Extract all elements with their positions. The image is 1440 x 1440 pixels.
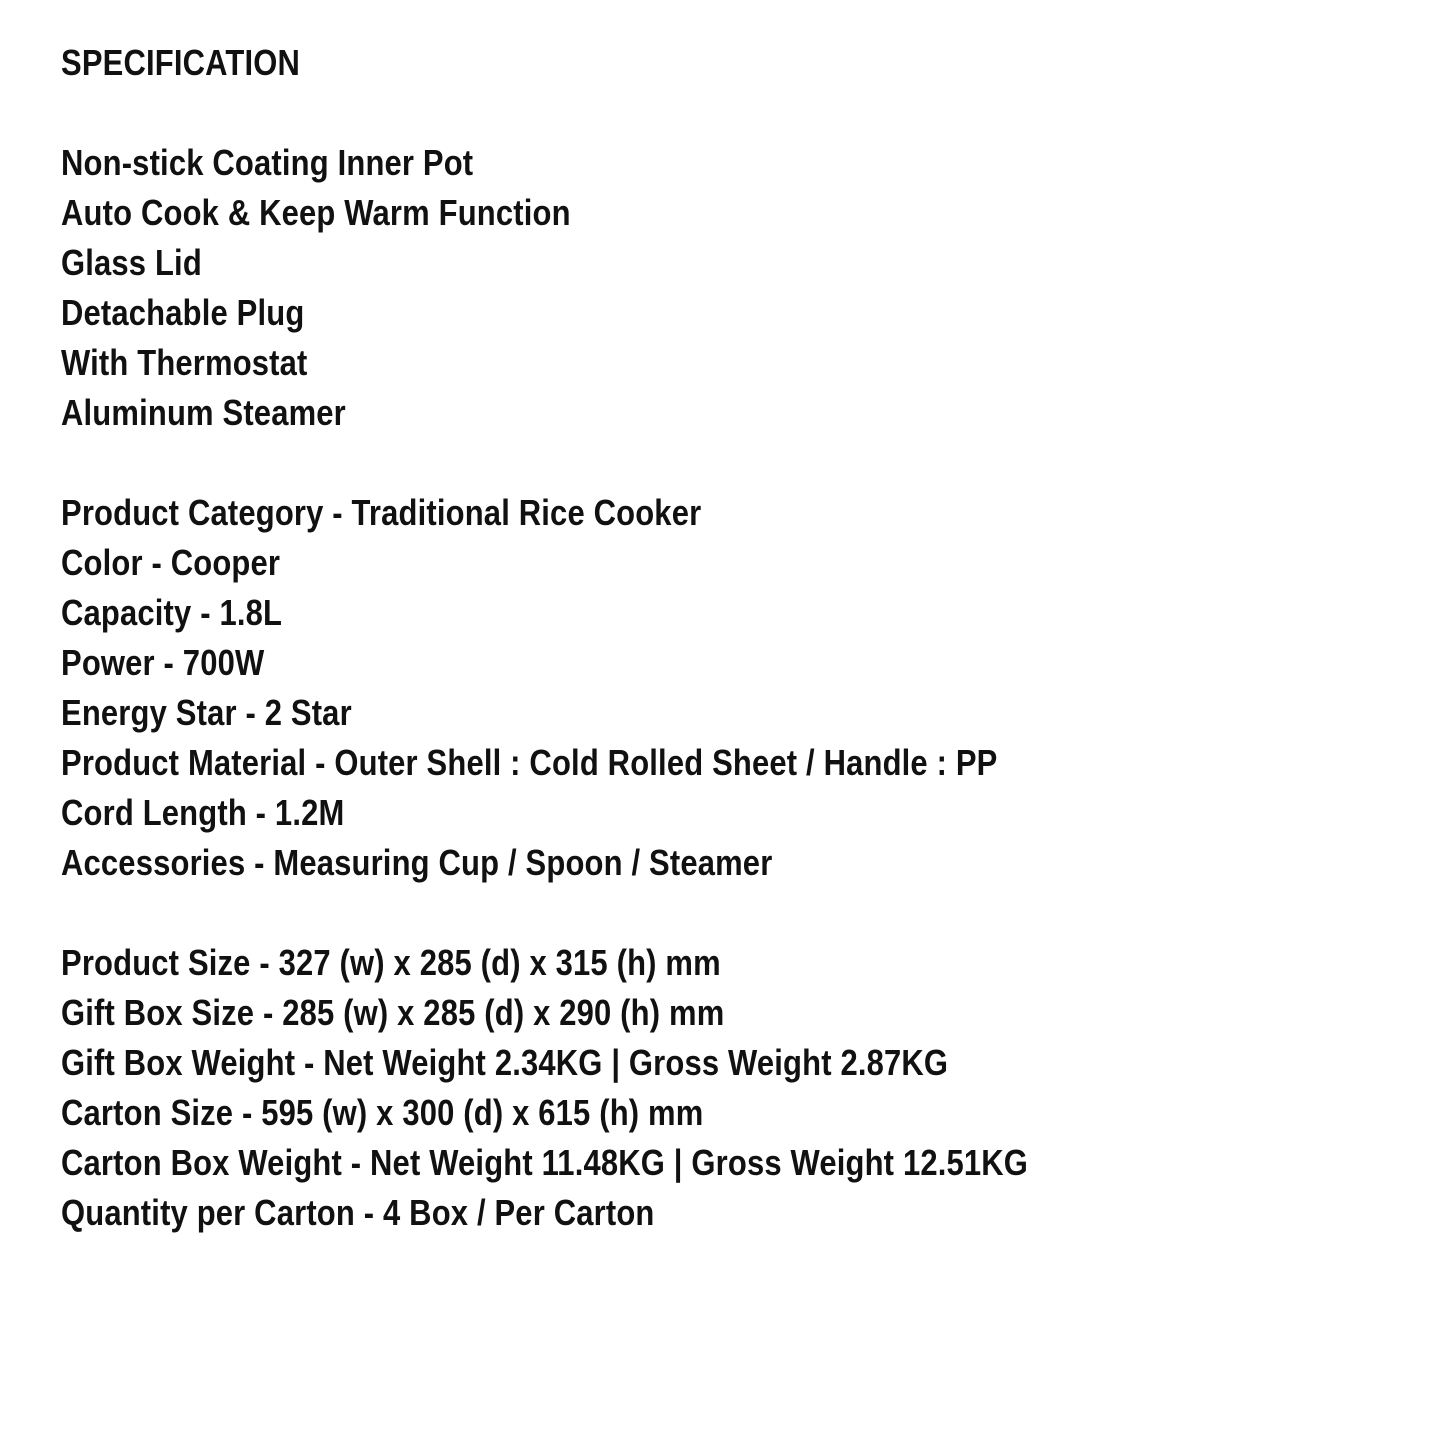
detail-item: Capacity - 1.8L bbox=[61, 592, 283, 633]
detail-item: Product Category - Traditional Rice Cooker bbox=[61, 492, 702, 533]
detail-item: Color - Cooper bbox=[61, 542, 281, 583]
detail-item: Accessories - Measuring Cup / Spoon / Steamer bbox=[61, 842, 773, 883]
packaging-item: Gift Box Size - 285 (w) x 285 (d) x 290 (h) mm bbox=[61, 992, 725, 1033]
packaging-item: Carton Size - 595 (w) x 300 (d) x 615 (h) mm bbox=[61, 1092, 704, 1133]
feature-item: Non-stick Coating Inner Pot bbox=[61, 142, 474, 183]
details-list bbox=[61, 488, 1213, 888]
packaging-item: Carton Box Weight - Net Weight 11.48KG | Gross Weight 12.51KG bbox=[61, 1142, 1029, 1183]
feature-item: Auto Cook & Keep Warm Function bbox=[61, 192, 571, 233]
detail-item: Product Material - Outer Shell : Cold Rolled Sheet / Handle : PP bbox=[61, 742, 998, 783]
specification-sheet bbox=[61, 38, 1213, 1238]
feature-item: Glass Lid bbox=[61, 242, 202, 283]
detail-item: Energy Star - 2 Star bbox=[61, 692, 352, 733]
features-list bbox=[61, 138, 1213, 438]
packaging-item: Gift Box Weight - Net Weight 2.34KG | Gross Weight 2.87KG bbox=[61, 1042, 949, 1083]
page-title: SPECIFICATION bbox=[61, 42, 301, 83]
feature-item: Detachable Plug bbox=[61, 292, 305, 333]
packaging-item: Product Size - 327 (w) x 285 (d) x 315 (h) mm bbox=[61, 942, 721, 983]
detail-item: Power - 700W bbox=[61, 642, 265, 683]
feature-item: With Thermostat bbox=[61, 342, 308, 383]
packaging-item: Quantity per Carton - 4 Box / Per Carton bbox=[61, 1192, 655, 1233]
detail-item: Cord Length - 1.2M bbox=[61, 792, 345, 833]
feature-item: Aluminum Steamer bbox=[61, 392, 346, 433]
packaging-list bbox=[61, 938, 1213, 1238]
